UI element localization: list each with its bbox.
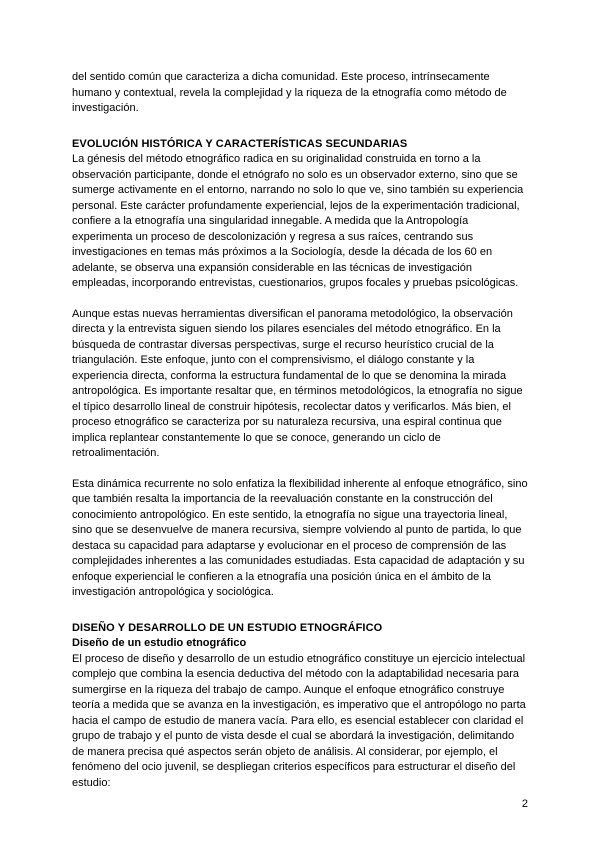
section-heading-evolucion: EVOLUCIÓN HISTÓRICA Y CARACTERÍSTICAS SECUNDARIAS: [72, 137, 408, 150]
section2-paragraph: El proceso de diseño y desarrollo de un estudio etnográfico constituye un ejercicio intelectual complejo que combina la esencia deductiva del método con la adaptabilidad necesaria para sumergirse en la riqueza del trabajo de campo. Aunque el enfoque etnográfico construye teoría a medida que se avanza en la investigación, es imperativo que el antropólogo no parta hacia el campo de estudio de manera vacía. Para ello, es esencial establecer con claridad el grupo de trabajo y el punto de vista desde el cual se abordará la investigación, delimitando de manera precisa qué aspectos serán objeto de análisis. Al considerar, por ejemplo, el fenómeno del ocio juvenil, se despliegan criterios específicos para estructurar el diseño del estudio:: [72, 652, 526, 789]
section-heading-diseno: DISEÑO Y DESARROLLO DE UN ESTUDIO ETNOGRÁFICO: [72, 621, 383, 634]
document-page: [72, 70, 528, 791]
page-number: 2: [521, 798, 528, 810]
section1-paragraph-1: La génesis del método etnográfico radica en su originalidad construida en torno a la observación participante, donde el etnógrafo no solo es un observador externo, sino que se sumerge activamente en el entorno, narrando no solo lo que ve, sino también su experiencia personal. Este carácter profundamente experiencial, lejos de la experimentación tradicional, confiere a la etnografía una singularidad innegable. A medida que la Antropología experimenta un proceso de descolonización y regresa a sus raíces, centrando sus investigaciones en temas más próximos a la Sociología, desde la década de los 60 en adelante, se observa una expansión considerable en las técnicas de investigación empleadas, incorporando entrevistas, cuestionarios, grupos focales y pruebas psicológicas.: [72, 153, 524, 289]
intro-paragraph: del sentido común que caracteriza a dicha comunidad. Este proceso, intrínsecamente humano y contextual, revela la complejidad y la riqueza de la etnografía como método de investigación.: [72, 71, 507, 114]
section1-paragraph-2: Aunque estas nuevas herramientas diversifican el panorama metodológico, la observación directa y la entrevista siguen siendo los pilares esenciales del método etnográfico. En la búsqueda de contrastar diversas perspectivas, surge el recurso heurístico crucial de la triangulación. Este enfoque, junto con el comprensivismo, el diálogo constante y la experiencia directa, conforma la estructura fundamental de lo que se denomina la mirada antropológica. Es importante resaltar que, en términos metodológicos, la etnografía no sigue el típico desarrollo lineal de construir hipótesis, recolectar datos y verificarlos. Más bien, el proceso etnográfico se caracteriza por su naturaleza recursiva, una espiral continua que implica replantear constantemente lo que se conoce, generando un ciclo de retroalimentación.: [72, 307, 523, 459]
section1-paragraph-3: Esta dinámica recurrente no solo enfatiza la flexibilidad inherente al enfoque etnográfico, sino que también resalta la importancia de la reevaluación constante en la construcción del conocimiento antropológico. En este sentido, la etnografía no sigue una trayectoria lineal, sino que se desenvuelve de manera recursiva, siempre volviendo al punto de partida, lo que destaca su capacidad para adaptarse y evolucionar en el proceso de comprensión de las complejidades inherentes a las comunidades estudiadas. Esta capacidad de adaptación y su enfoque experiencial le confieren a la etnografía una posición única en el ámbito de la investigación antropológica y sociológica.: [72, 477, 528, 598]
subheading-diseno-estudio: Diseño de un estudio etnográfico: [72, 637, 247, 649]
